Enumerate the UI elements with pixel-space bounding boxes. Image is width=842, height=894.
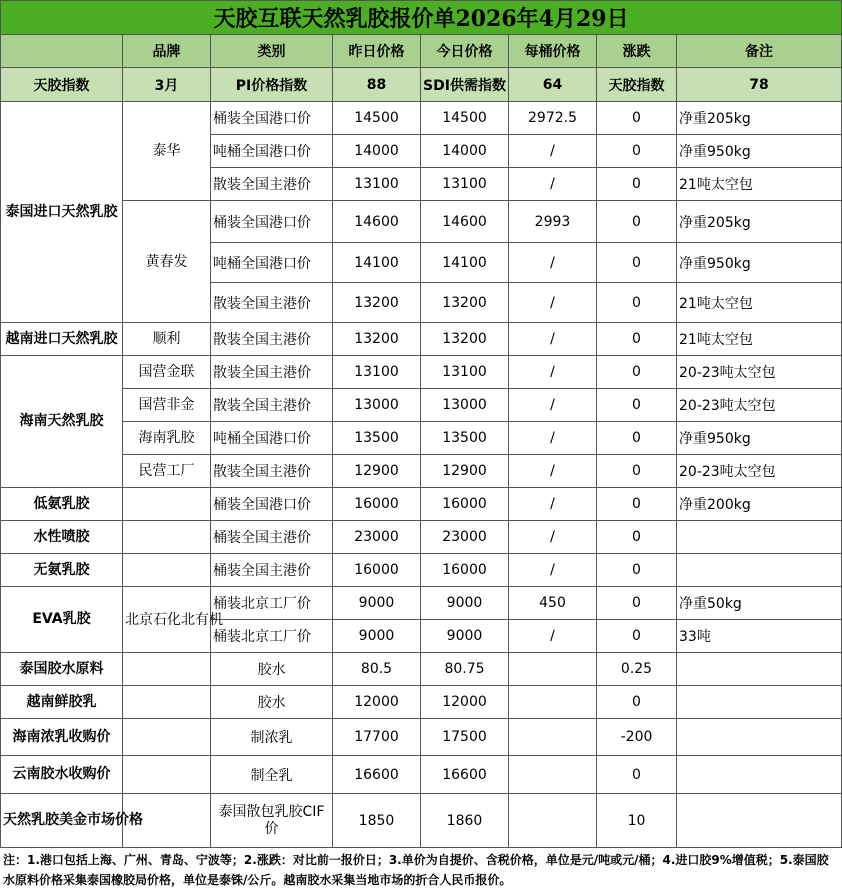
- brand-cell: 顺利: [123, 323, 211, 356]
- note-cell: 20-23吨太空包: [677, 356, 842, 389]
- page-title: 天胶互联天然乳胶报价单2026年4月29日: [1, 1, 842, 35]
- type-cell: 泰国散包乳胶CIF价: [211, 794, 333, 848]
- yesterday-cell: 12000: [333, 686, 421, 719]
- yesterday-cell: 14000: [333, 135, 421, 168]
- footnote: 注：1.港口包括上海、广州、青岛、宁波等；2.涨跌：对比前一报价日；3.单价为自提价、含税价格，单位是元/吨或元/桶；4.进口胶9%增值税；5.泰国胶水原料价格采集泰国橡胶局价格，单位是泰铢/公斤。越南胶水采集当地市场的折合人民币报价。: [3, 853, 829, 887]
- barrel-cell: /: [509, 422, 597, 455]
- table-row: [1, 521, 842, 554]
- type-cell: 桶装全国港口价: [211, 201, 333, 243]
- type-cell: 桶装北京工厂价: [211, 587, 333, 620]
- type-cell: 吨桶全国港口价: [211, 243, 333, 283]
- today-cell: 13100: [421, 168, 509, 201]
- today-cell: 13200: [421, 283, 509, 323]
- yesterday-cell: 13100: [333, 168, 421, 201]
- table-row: [1, 587, 842, 620]
- header-type: 类别: [211, 35, 333, 68]
- brand-cell: [123, 756, 211, 794]
- table-row: [1, 794, 842, 848]
- note-cell: 21吨太空包: [677, 323, 842, 356]
- yesterday-cell: 9000: [333, 620, 421, 653]
- today-cell: 13200: [421, 323, 509, 356]
- brand-cell: 北京石化北有机: [123, 587, 211, 653]
- header-change: 涨跌: [597, 35, 677, 68]
- brand-cell: 黄春发: [123, 201, 211, 323]
- category-cell: 海南浓乳收购价: [1, 719, 123, 756]
- today-cell: 13100: [421, 356, 509, 389]
- yesterday-cell: 13200: [333, 323, 421, 356]
- type-cell: 散装全国主港价: [211, 168, 333, 201]
- table-row: [1, 102, 842, 135]
- header-note: 备注: [677, 35, 842, 68]
- today-cell: 14600: [421, 201, 509, 243]
- type-cell: 桶装全国港口价: [211, 102, 333, 135]
- pi-value: 88: [333, 68, 421, 102]
- type-cell: 制全乳: [211, 756, 333, 794]
- today-cell: 13000: [421, 389, 509, 422]
- table-row: [1, 422, 842, 455]
- yesterday-cell: 17700: [333, 719, 421, 756]
- table-row: [1, 756, 842, 794]
- change-cell: 0: [597, 455, 677, 488]
- change-cell: 0: [597, 243, 677, 283]
- note-cell: 净重205kg: [677, 102, 842, 135]
- today-cell: 23000: [421, 521, 509, 554]
- brand-cell: 国营非金: [123, 389, 211, 422]
- change-cell: 0: [597, 135, 677, 168]
- category-cell: 天然乳胶美金市场价格: [1, 794, 123, 848]
- today-cell: 9000: [421, 587, 509, 620]
- note-cell: 净重200kg: [677, 488, 842, 521]
- barrel-cell: /: [509, 554, 597, 587]
- barrel-cell: /: [509, 135, 597, 168]
- barrel-cell: /: [509, 356, 597, 389]
- barrel-cell: /: [509, 323, 597, 356]
- today-cell: 1860: [421, 794, 509, 848]
- change-cell: 0: [597, 422, 677, 455]
- note-cell: 33吨: [677, 620, 842, 653]
- type-cell: 桶装全国主港价: [211, 521, 333, 554]
- index-label: 天胶指数: [1, 68, 123, 102]
- brand-cell: 民营工厂: [123, 455, 211, 488]
- yesterday-cell: 1850: [333, 794, 421, 848]
- today-cell: 16000: [421, 554, 509, 587]
- type-cell: 散装全国主港价: [211, 323, 333, 356]
- today-cell: 12000: [421, 686, 509, 719]
- barrel-cell: [509, 653, 597, 686]
- yesterday-cell: 13200: [333, 283, 421, 323]
- barrel-cell: /: [509, 389, 597, 422]
- note-cell: 20-23吨太空包: [677, 389, 842, 422]
- type-cell: 胶水: [211, 686, 333, 719]
- category-cell: 无氨乳胶: [1, 554, 123, 587]
- header-today: 今日价格: [421, 35, 509, 68]
- type-cell: 散装全国主港价: [211, 283, 333, 323]
- brand-cell: 海南乳胶: [123, 422, 211, 455]
- brand-cell: [123, 488, 211, 521]
- header-brand: 品牌: [123, 35, 211, 68]
- change-cell: 0: [597, 168, 677, 201]
- barrel-cell: /: [509, 283, 597, 323]
- change-cell: 0: [597, 554, 677, 587]
- change-cell: 0: [597, 102, 677, 135]
- yesterday-cell: 9000: [333, 587, 421, 620]
- yesterday-cell: 80.5: [333, 653, 421, 686]
- category-cell: 泰国进口天然乳胶: [1, 102, 123, 323]
- category-cell: 低氨乳胶: [1, 488, 123, 521]
- change-cell: 0.25: [597, 653, 677, 686]
- barrel-cell: /: [509, 168, 597, 201]
- tj-index-value: 78: [677, 68, 842, 102]
- table-row: [1, 653, 842, 686]
- sdi-value: 64: [509, 68, 597, 102]
- table-row: [1, 488, 842, 521]
- table-row: [1, 455, 842, 488]
- note-cell: [677, 686, 842, 719]
- change-cell: 0: [597, 356, 677, 389]
- barrel-cell: [509, 794, 597, 848]
- change-cell: -200: [597, 719, 677, 756]
- brand-cell: 泰华: [123, 102, 211, 201]
- change-cell: 0: [597, 756, 677, 794]
- today-cell: 14000: [421, 135, 509, 168]
- tj-index-label: 天胶指数: [597, 68, 677, 102]
- note-cell: 净重950kg: [677, 243, 842, 283]
- type-cell: 散装全国主港价: [211, 455, 333, 488]
- brand-cell: [123, 554, 211, 587]
- barrel-cell: [509, 686, 597, 719]
- barrel-cell: 2972.5: [509, 102, 597, 135]
- table-row: [1, 389, 842, 422]
- note-cell: 21吨太空包: [677, 283, 842, 323]
- type-cell: 桶装全国港口价: [211, 488, 333, 521]
- sdi-label: SDI供需指数: [421, 68, 509, 102]
- change-cell: 0: [597, 587, 677, 620]
- category-cell: 越南鲜胶乳: [1, 686, 123, 719]
- yesterday-cell: 12900: [333, 455, 421, 488]
- note-cell: 21吨太空包: [677, 168, 842, 201]
- category-cell: 云南胶水收购价: [1, 756, 123, 794]
- today-cell: 13500: [421, 422, 509, 455]
- header-yesterday: 昨日价格: [333, 35, 421, 68]
- table-row: [1, 356, 842, 389]
- yesterday-cell: 16600: [333, 756, 421, 794]
- change-cell: 10: [597, 794, 677, 848]
- today-cell: 14500: [421, 102, 509, 135]
- table-row: [1, 554, 842, 587]
- category-cell: 泰国胶水原料: [1, 653, 123, 686]
- barrel-cell: 2993: [509, 201, 597, 243]
- note-cell: 净重950kg: [677, 135, 842, 168]
- yesterday-cell: 16000: [333, 554, 421, 587]
- change-cell: 0: [597, 323, 677, 356]
- today-cell: 16000: [421, 488, 509, 521]
- change-cell: 0: [597, 488, 677, 521]
- brand-cell: [123, 719, 211, 756]
- barrel-cell: /: [509, 488, 597, 521]
- type-cell: 胶水: [211, 653, 333, 686]
- note-cell: 20-23吨太空包: [677, 455, 842, 488]
- barrel-cell: /: [509, 243, 597, 283]
- yesterday-cell: 13000: [333, 389, 421, 422]
- barrel-cell: [509, 756, 597, 794]
- note-cell: [677, 554, 842, 587]
- yesterday-cell: 14500: [333, 102, 421, 135]
- change-cell: 0: [597, 201, 677, 243]
- header-per-barrel: 每桶价格: [509, 35, 597, 68]
- barrel-cell: /: [509, 455, 597, 488]
- table-row: [1, 323, 842, 356]
- note-cell: [677, 719, 842, 756]
- change-cell: 0: [597, 620, 677, 653]
- today-cell: 12900: [421, 455, 509, 488]
- yesterday-cell: 23000: [333, 521, 421, 554]
- type-cell: 桶装全国主港价: [211, 554, 333, 587]
- category-cell: 越南进口天然乳胶: [1, 323, 123, 356]
- barrel-cell: 450: [509, 587, 597, 620]
- category-cell: EVA乳胶: [1, 587, 123, 653]
- type-cell: 吨桶全国港口价: [211, 135, 333, 168]
- brand-cell: [123, 653, 211, 686]
- note-cell: [677, 653, 842, 686]
- type-cell: 散装全国主港价: [211, 356, 333, 389]
- table-row: [1, 719, 842, 756]
- change-cell: 0: [597, 686, 677, 719]
- change-cell: 0: [597, 389, 677, 422]
- note-cell: [677, 521, 842, 554]
- note-cell: 净重950kg: [677, 422, 842, 455]
- yesterday-cell: 14600: [333, 201, 421, 243]
- barrel-cell: /: [509, 521, 597, 554]
- barrel-cell: /: [509, 620, 597, 653]
- barrel-cell: [509, 719, 597, 756]
- brand-cell: 国营金联: [123, 356, 211, 389]
- note-cell: 净重205kg: [677, 201, 842, 243]
- yesterday-cell: 13100: [333, 356, 421, 389]
- header-row: [1, 35, 842, 68]
- today-cell: 9000: [421, 620, 509, 653]
- type-cell: 散装全国主港价: [211, 389, 333, 422]
- today-cell: 17500: [421, 719, 509, 756]
- table-row: [1, 686, 842, 719]
- change-cell: 0: [597, 283, 677, 323]
- category-cell: 海南天然乳胶: [1, 356, 123, 488]
- index-month: 3月: [123, 68, 211, 102]
- brand-cell: [123, 521, 211, 554]
- note-cell: [677, 794, 842, 848]
- change-cell: 0: [597, 521, 677, 554]
- brand-cell: [123, 686, 211, 719]
- type-cell: 制浓乳: [211, 719, 333, 756]
- today-cell: 16600: [421, 756, 509, 794]
- today-cell: 80.75: [421, 653, 509, 686]
- type-cell: 吨桶全国港口价: [211, 422, 333, 455]
- index-row: [1, 68, 842, 102]
- yesterday-cell: 16000: [333, 488, 421, 521]
- type-cell: 桶装北京工厂价: [211, 620, 333, 653]
- category-cell: 水性喷胶: [1, 521, 123, 554]
- yesterday-cell: 13500: [333, 422, 421, 455]
- header-blank: [1, 35, 123, 68]
- today-cell: 14100: [421, 243, 509, 283]
- table-row: [1, 201, 842, 243]
- note-cell: [677, 756, 842, 794]
- yesterday-cell: 14100: [333, 243, 421, 283]
- note-cell: 净重50kg: [677, 587, 842, 620]
- pi-label: PI价格指数: [211, 68, 333, 102]
